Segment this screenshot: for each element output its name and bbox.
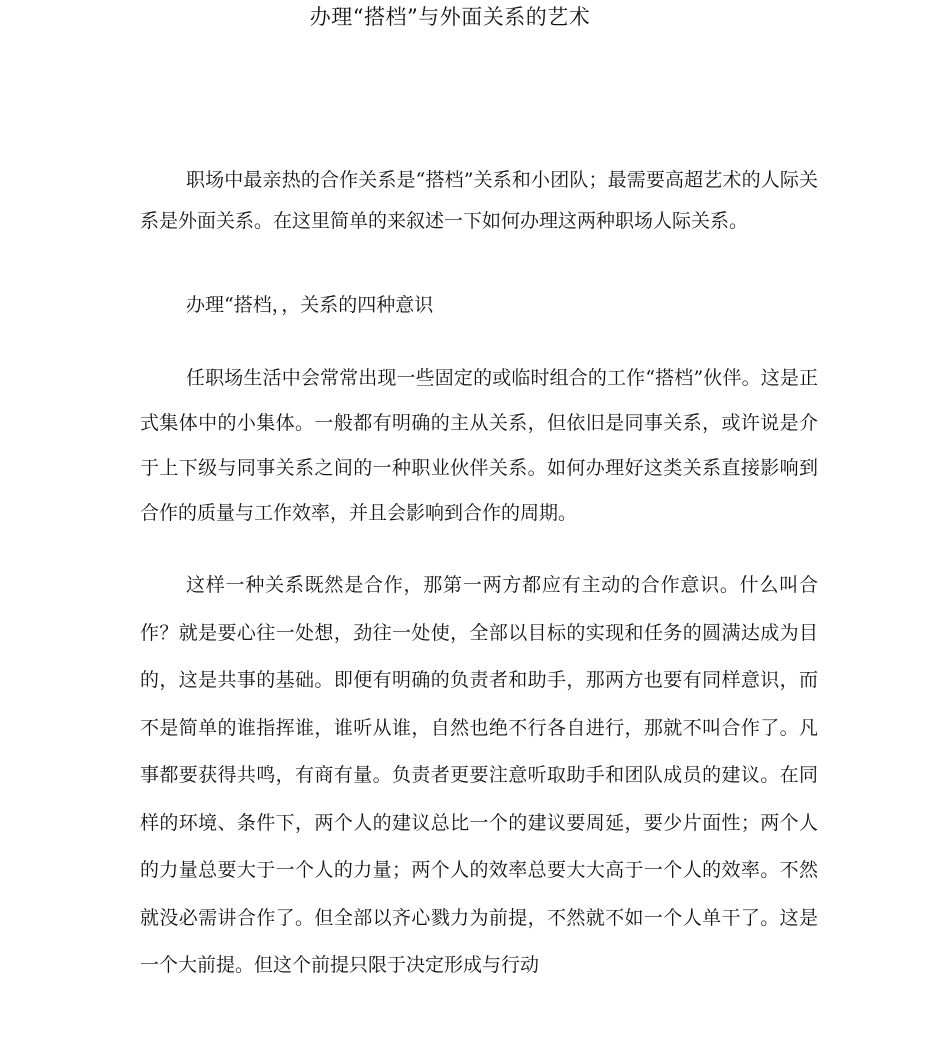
document-title: 办理“搭档”与外面关系的艺术 bbox=[309, 5, 591, 29]
body-paragraph-2: 这样一种关系既然是合作，那第一两方都应有主动的合作意识。什么叫合作？就是要心往一处想，劲往一处使，全部以目标的实现和任务的圆满达成为目的，这是共事的基础。即便有明确的负责者和助手，那两方也要有同样意识，而不是简单的谁指挥谁，谁听从谁，自然也绝不行各自进行，那就不叫合作了。凡事都要获得共鸣，有商有量。负责者更要注意听取助手和团队成员的建议。在同样的环境、条件下，两个人的建议总比一个的建议要周延，要少片面性；两个人的力量总要大于一个人的力量；两个人的效率总要大大高于一个人的效率。不然就没必需讲合作了。但全部以齐心戮力为前提，不然就不如一个人单干了。这是一个大前提。但这个前提只限于决定形成与行动 bbox=[140, 574, 818, 976]
intro-paragraph: 职场中最亲热的合作关系是“搭档”关系和小团队；最需要高超艺术的人际关系是外面关系。在这里简单的来叙述一下如何办理这两种职场人际关系。 bbox=[140, 169, 818, 232]
body-paragraph-1: 任职场生活中会常常出现一些固定的或临时组合的工作“搭档”伙伴。这是正式集体中的小集体。一般都有明确的主从关系，但依旧是同事关系，或许说是介于上下级与同事关系之间的一种职业伙伴关系。如何办理好这类关系直接影响到合作的质量与工作效率，并且会影响到合作的周期。 bbox=[140, 367, 818, 524]
section-heading: 办理“搭档，，关系的四种意识 bbox=[186, 294, 434, 316]
